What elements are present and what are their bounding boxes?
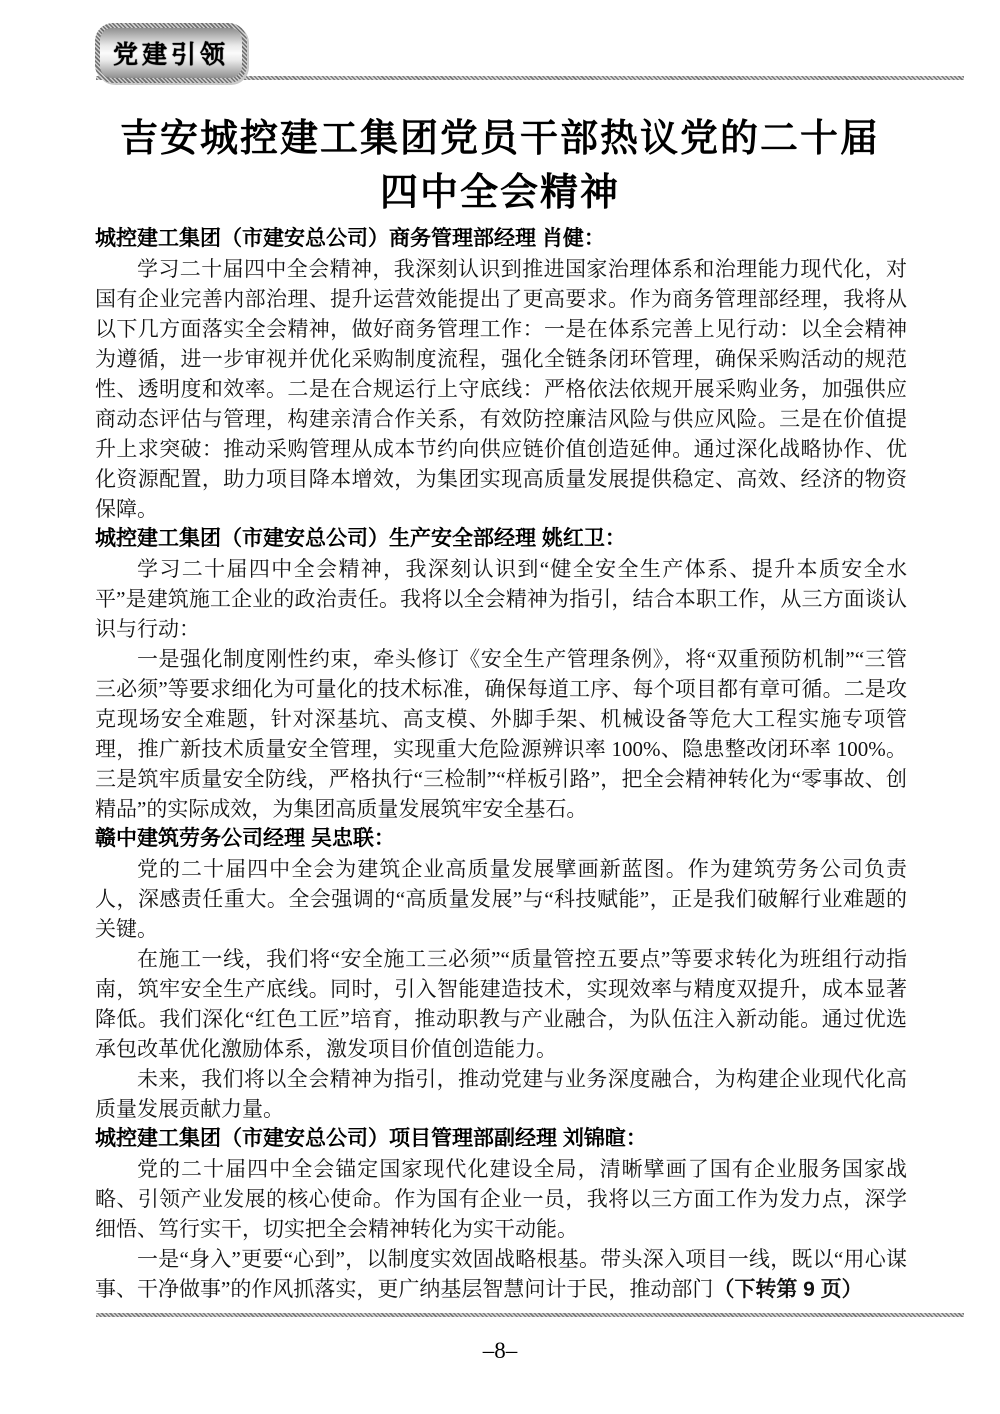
footer-rule <box>96 1313 964 1317</box>
section-paragraph: 学习二十届四中全会精神，我深刻认识到推进国家治理体系和治理能力现代化，对国有企业完善内部治理、提升运营效能提出了更高要求。作为商务管理部经理，我将从以下几方面落实全会精神，做好商务管理工作：一是在体系完善上见行动：以全会精神为遵循，进一步审视并优化采购制度流程，强化全链条闭环管理，确保采购活动的规范性、透明度和效率。二是在合规运行上守底线：严格依法依规开展采购业务，加强供应商动态评估与管理，构建亲清合作关系，有效防控廉洁风险与供应风险。三是在价值提升上求突破：推动采购管理从成本节约向供应链价值创造延伸。通过深化战略协作、优化资源配置，助力项目降本增效，为集团实现高质量发展提供稳定、高效、经济的物资保障。 <box>95 257 907 521</box>
badge-label: 党建引领 <box>112 41 229 69</box>
article-title-line-2: 四中全会精神 <box>379 172 620 214</box>
section-paragraph-with-continuation <box>95 1244 907 1305</box>
section-paragraph: 党的二十届四中全会锚定国家现代化建设全局，清晰擘画了国有企业服务国家战略、引领产业发展的核心使命。作为国有企业一员，我将以三方面工作为发力点，深学细悟、笃行实干，切实把全会精神转化为实干动能。 <box>95 1157 907 1241</box>
section-badge <box>95 23 247 83</box>
section-paragraph: 一是强化制度刚性约束，牵头修订《安全生产管理条例》，将“双重预防机制”“三管三必须”等要求细化为可量化的技术标准，确保每道工序、每个项目都有章可循。二是攻克现场安全难题，针对深基坑、高支模、外脚手架、机械设备等危大工程实施专项管理，推广新技术质量安全管理，实现重大危险源辨识率 100%、隐患整改闭环率 100%。三是筑牢质量安全防线，严格执行“三检制”“样板引路”，把全会精神转化为“零事故、创精品”的实际成效，为集团高质量发展筑牢安全基石。 <box>95 647 907 821</box>
article-body <box>95 224 907 1305</box>
section-header-project-deputy-manager: 城控建工集团（市建安总公司）项目管理部副经理 刘锦暄： <box>95 1127 647 1150</box>
continued-on-page-note: （下转第 9 页） <box>713 1278 863 1301</box>
section-paragraph: 在施工一线，我们将“安全施工三必须”“质量管控五要点”等要求转化为班组行动指南，筑牢安全生产底线。同时，引入智能建造技术，实现效率与精度双提升，成本显著降低。我们深化“红色工匠”培育，推动职教与产业融合，为队伍注入新动能。通过优选承包改革优化激励体系，激发项目价值创造能力。 <box>95 947 907 1061</box>
section-header-commerce-manager: 城控建工集团（市建安总公司）商务管理部经理 肖健： <box>95 227 605 250</box>
article-title <box>0 112 1000 220</box>
section-paragraph: 未来，我们将以全会精神为指引，推动党建与业务深度融合，为构建企业现代化高质量发展贡献力量。 <box>95 1067 907 1121</box>
section-badge-face <box>100 28 242 78</box>
page-number: –8– <box>482 1338 518 1363</box>
section-header-labor-company-manager: 赣中建筑劳务公司经理 吴忠联： <box>95 827 395 850</box>
section-paragraph: 学习二十届四中全会精神，我深刻认识到“健全安全生产体系、提升本质安全水平”是建筑施工企业的政治责任。我将以全会精神为指引，结合本职工作，从三方面谈认识与行动： <box>95 557 907 641</box>
section-paragraph: 党的二十届四中全会为建筑企业高质量发展擘画新蓝图。作为建筑劳务公司负责人，深感责任重大。全会强调的“高质量发展”与“科技赋能”，正是我们破解行业难题的关键。 <box>95 857 907 941</box>
section-paragraph-text: 一是“身入”更要“心到”，以制度实效固战略根基。带头深入项目一线，既以“用心谋事、干净做事”的作风抓落实，更广纳基层智慧问计于民，推动部门 <box>95 1247 907 1301</box>
article-title-line-1: 吉安城控建工集团党员干部热议党的二十届 <box>119 118 880 160</box>
section-header-safety-manager: 城控建工集团（市建安总公司）生产安全部经理 姚红卫： <box>95 527 626 550</box>
